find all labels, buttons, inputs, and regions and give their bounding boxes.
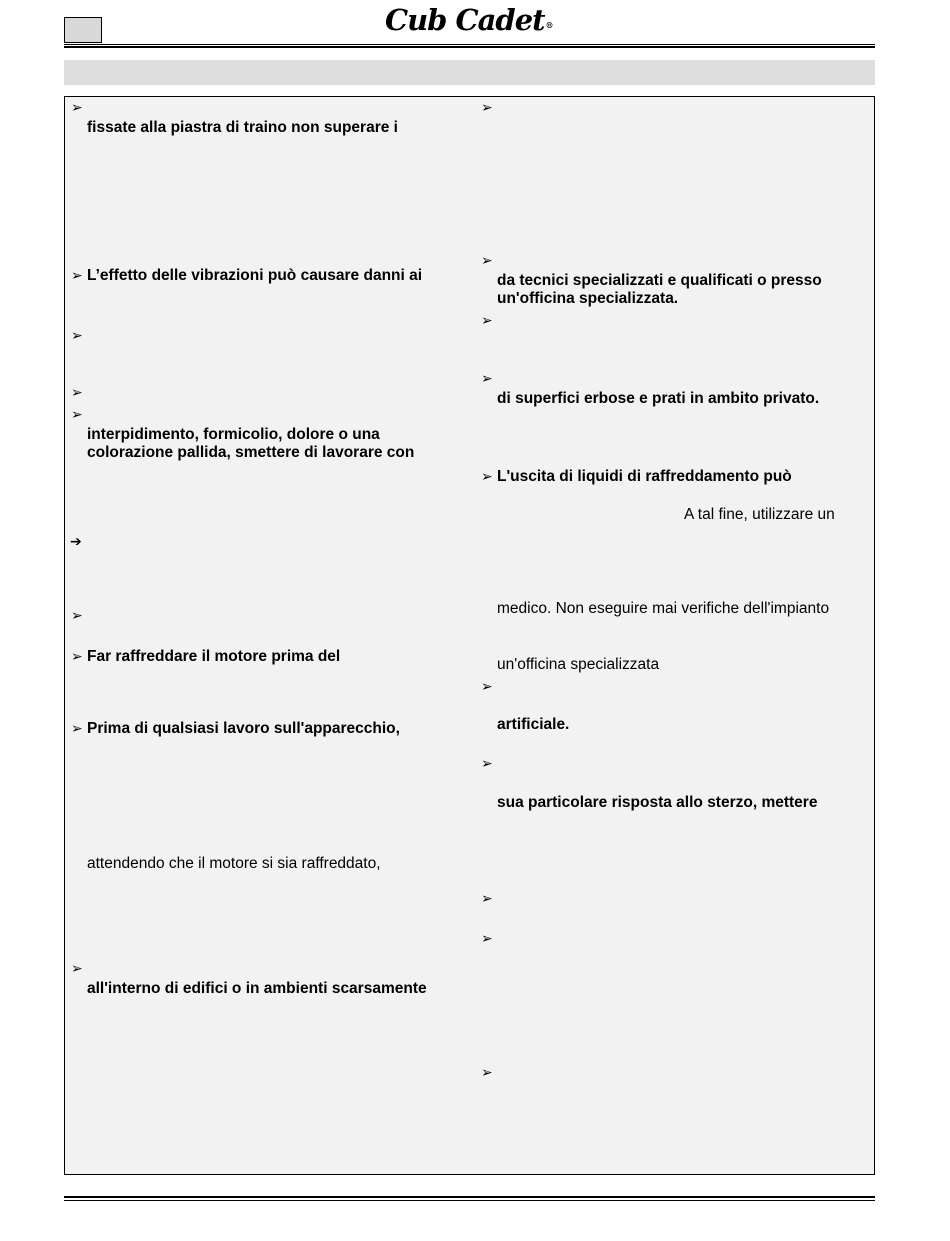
footer-rule-thick	[64, 1196, 875, 1198]
right-text-8: artificiale.	[497, 716, 570, 733]
bullet-icon: ➢	[71, 649, 83, 665]
left-text-1: fissate alla piastra di traino non superare i	[87, 119, 398, 136]
bullet-icon: ➢	[481, 313, 493, 329]
left-text-7: attendendo che il motore si sia raffreddato,	[87, 855, 381, 872]
bullet-icon: ➢	[481, 891, 493, 907]
bullet-icon: ➢	[71, 961, 83, 977]
left-text-3: interpidimento, formicolio, dolore o una	[87, 426, 380, 443]
bullet-icon: ➢	[481, 371, 493, 387]
header-rule-thick	[64, 46, 875, 48]
bullet-icon: ➢	[481, 253, 493, 269]
safety-content-box	[64, 96, 875, 1175]
left-text-5: Far raffreddare il motore prima del	[87, 648, 341, 665]
right-text-1: da tecnici specializzati e qualificati o presso	[497, 272, 822, 289]
right-text-5: A tal fine, utilizzare un	[684, 506, 835, 523]
bullet-icon: ➢	[481, 931, 493, 947]
page-number-box	[64, 17, 102, 43]
right-text-4: L'uscita di liquidi di raffreddamento può	[497, 468, 792, 485]
bullet-icon: ➢	[481, 756, 493, 772]
right-text-7: un'officina specializzata	[497, 656, 660, 673]
bullet-icon: ➢	[71, 385, 83, 401]
left-text-6: Prima di qualsiasi lavoro sull'apparecchio,	[87, 720, 400, 737]
bullet-icon: ➢	[481, 679, 493, 695]
bullet-icon: ➢	[71, 100, 83, 116]
bullet-icon: ➢	[481, 1065, 493, 1081]
right-text-2: un'officina specializzata.	[497, 290, 679, 307]
arrow-icon: ➔	[70, 534, 82, 550]
left-text-4: colorazione pallida, smettere di lavorare con	[87, 444, 415, 461]
cub-cadet-logo: Cub Cadet®	[385, 3, 553, 37]
right-text-3: di superfici erbose e prati in ambito privato.	[497, 390, 820, 407]
bullet-icon: ➢	[481, 469, 493, 485]
bullet-icon: ➢	[71, 268, 83, 284]
bullet-icon: ➢	[71, 407, 83, 423]
bullet-icon: ➢	[71, 721, 83, 737]
bullet-icon: ➢	[71, 608, 83, 624]
bullet-icon: ➢	[481, 100, 493, 116]
bullet-icon: ➢	[71, 328, 83, 344]
footer-rule	[64, 1200, 875, 1201]
right-text-6: medico. Non eseguire mai verifiche dell'impianto	[497, 600, 830, 617]
section-title-band	[64, 60, 875, 85]
left-text-8: all'interno di edifici o in ambienti scarsamente	[87, 980, 427, 997]
left-text-2: L’effetto delle vibrazioni può causare danni ai	[87, 267, 423, 284]
header-rule	[64, 44, 875, 45]
right-text-9: sua particolare risposta allo sterzo, mettere	[497, 794, 818, 811]
